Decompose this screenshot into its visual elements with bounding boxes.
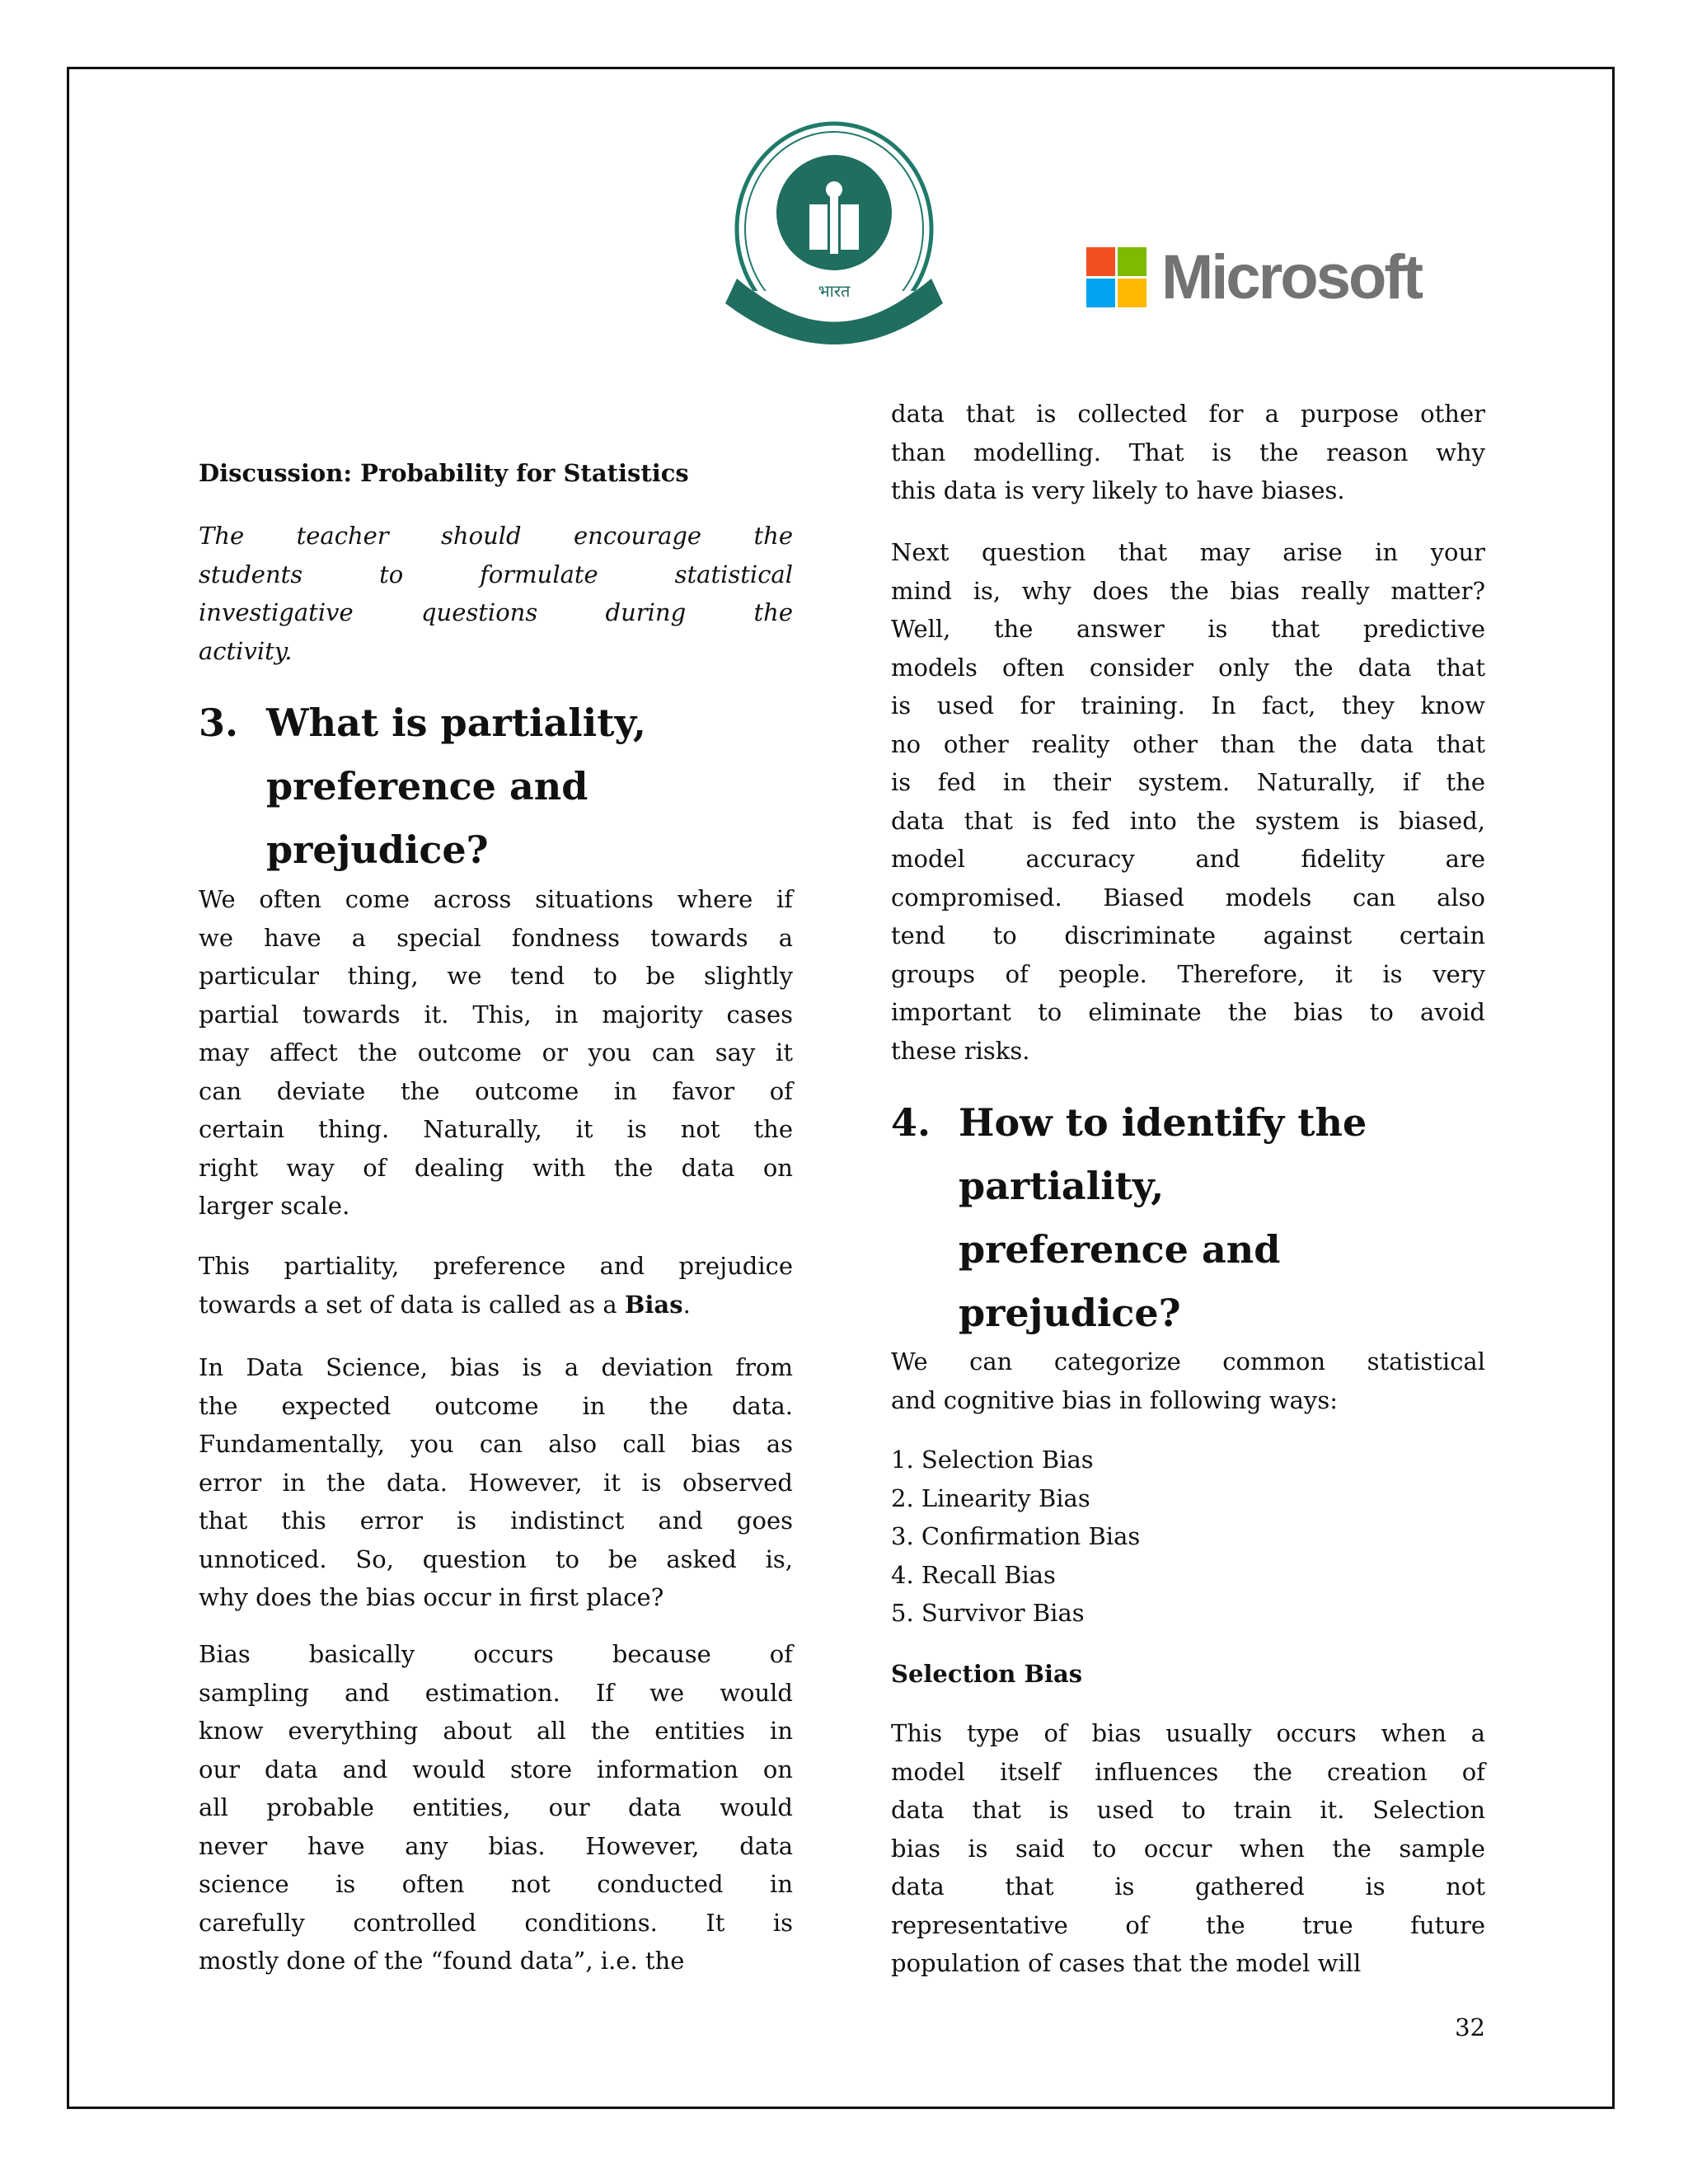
section-number: 4. xyxy=(891,1100,931,1145)
text-line: data that is fed into the system is biased, xyxy=(891,806,1485,835)
text-line: right way of dealing with the data on xyxy=(199,1153,793,1182)
paragraph-selection-bias xyxy=(891,1714,1485,1983)
cbse-logo xyxy=(712,114,956,358)
discussion-heading: Discussion: Probability for Statistics xyxy=(199,459,689,487)
text-line: and cognitive bias in following ways: xyxy=(891,1385,1338,1414)
text-line: mind is, why does the bias really matter? xyxy=(891,576,1485,605)
text-line: particular thing, we tend to be slightly xyxy=(199,962,793,990)
text-line: the expected outcome in the data. xyxy=(199,1391,793,1420)
text-line: data that is gathered is not xyxy=(891,1872,1485,1900)
section-4-heading xyxy=(891,1091,1517,1345)
text-line: is fed in their system. Naturally, if the xyxy=(891,768,1485,796)
text-line: mostly done of the “found data”, i.e. the xyxy=(199,1947,685,1975)
text-line: Next question that may arise in your xyxy=(891,538,1485,566)
text-line: groups of people. Therefore, it is very xyxy=(891,959,1485,988)
text-line: is used for training. In fact, they know xyxy=(891,691,1485,719)
text-line: certain thing. Naturally, it is not the xyxy=(199,1115,793,1143)
text-line: science is often not conducted in xyxy=(199,1870,793,1898)
svg-text:भारत: भारत xyxy=(818,281,851,301)
text-line: compromised. Biased models can also xyxy=(891,883,1485,912)
text-line: data that is collected for a purpose other xyxy=(891,400,1485,428)
text-line: carefully controlled conditions. It is xyxy=(199,1908,793,1937)
text-line: unnoticed. So, question to be asked is, xyxy=(199,1544,793,1573)
list-item: 4. Recall Bias xyxy=(891,1560,1056,1589)
text-line: This partiality, preference and prejudice xyxy=(199,1252,793,1280)
text-line: Bias basically occurs because of xyxy=(199,1640,793,1668)
text-line: representative of the true future xyxy=(891,1910,1485,1939)
heading-line: partiality, xyxy=(959,1164,1165,1208)
microsoft-wordmark: Microsoft xyxy=(1161,242,1421,312)
section-number: 3. xyxy=(199,701,239,745)
text-line: can deviate the outcome in favor of xyxy=(199,1076,793,1105)
section-3-heading xyxy=(199,691,825,882)
text-line: population of cases that the model will xyxy=(891,1949,1362,1977)
text-line: In Data Science, bias is a deviation from xyxy=(199,1353,793,1381)
text-line: model itself influences the creation of xyxy=(891,1757,1485,1786)
paragraph-categorize xyxy=(891,1343,1485,1419)
heading-line: prejudice? xyxy=(959,1291,1181,1335)
text-line: why does the bias occur in first place? xyxy=(199,1583,664,1611)
list-item: 1. Selection Bias xyxy=(891,1446,1094,1474)
text-line: activity. xyxy=(199,636,293,665)
heading-line: How to identify the xyxy=(959,1100,1367,1145)
text-line: students to formulate statistical xyxy=(199,560,793,588)
microsoft-logo xyxy=(1086,242,1421,312)
list-item: 2. Linearity Bias xyxy=(891,1483,1090,1512)
text-line: know everything about all the entities in xyxy=(199,1717,793,1745)
text-line: larger scale. xyxy=(199,1192,350,1220)
paragraph-why-bias-matters xyxy=(891,533,1485,1070)
teacher-note xyxy=(199,517,793,670)
text-line: our data and would store information on xyxy=(199,1755,793,1783)
text-line: This type of bias usually occurs when a xyxy=(891,1719,1485,1747)
heading-line: preference and xyxy=(959,1227,1281,1272)
page-number: 32 xyxy=(1455,2013,1485,2041)
text-line: We often come across situations where if xyxy=(199,885,793,913)
paragraph-bias-causes xyxy=(199,1635,793,1980)
paragraph-data-science-bias xyxy=(199,1348,793,1617)
text-line xyxy=(199,1286,793,1324)
text-line: sampling and estimation. If we would xyxy=(199,1678,793,1707)
text-line: than modelling. That is the reason why xyxy=(891,438,1485,466)
text-line: that this error is indistinct and goes xyxy=(199,1507,793,1535)
text-line: error in the data. However, it is observed xyxy=(199,1468,793,1497)
text-line: tend to discriminate against certain xyxy=(891,921,1485,949)
text-line: may affect the outcome or you can say it xyxy=(199,1038,793,1066)
microsoft-squares-icon xyxy=(1086,247,1146,307)
text-line: never have any bias. However, data xyxy=(199,1831,793,1860)
text-line: partial towards it. This, in majority cases xyxy=(199,1000,793,1029)
bias-list xyxy=(891,1441,1140,1633)
list-item: 5. Survivor Bias xyxy=(891,1599,1085,1627)
text-line: bias is said to occur when the sample xyxy=(891,1834,1485,1863)
text-line: investigative questions during the xyxy=(199,598,793,626)
bold-term: Bias xyxy=(624,1290,683,1319)
paragraph-bias-definition xyxy=(199,1247,793,1324)
list-item: 3. Confirmation Bias xyxy=(891,1522,1141,1550)
text-line: these risks. xyxy=(891,1036,1030,1065)
paragraph-partiality xyxy=(199,880,793,1226)
paragraph-found-data xyxy=(891,395,1485,510)
text-line: we have a special fondness towards a xyxy=(199,923,793,952)
text-line: model accuracy and fidelity are xyxy=(891,845,1485,873)
text-line: Well, the answer is that predictive xyxy=(891,615,1485,643)
text-line: The teacher should encourage the xyxy=(199,522,793,550)
heading-line: preference and xyxy=(266,764,588,808)
text-line: important to eliminate the bias to avoid xyxy=(891,998,1485,1026)
selection-bias-heading: Selection Bias xyxy=(891,1660,1083,1688)
text-line: models often consider only the data that xyxy=(891,653,1485,682)
heading-line: prejudice? xyxy=(266,827,489,872)
text-line: no other reality other than the data that xyxy=(891,729,1485,758)
heading-line: What is partiality, xyxy=(266,701,646,745)
text-line: all probable entities, our data would xyxy=(199,1793,793,1821)
text-segment: towards a set of data is called as a xyxy=(199,1290,625,1319)
text-line: this data is very likely to have biases. xyxy=(891,476,1345,504)
text-segment: . xyxy=(682,1290,691,1319)
text-line: We can categorize common statistical xyxy=(891,1347,1485,1376)
text-line: Fundamentally, you can also call bias as xyxy=(199,1430,793,1458)
text-line: data that is used to train it. Selection xyxy=(891,1796,1485,1824)
